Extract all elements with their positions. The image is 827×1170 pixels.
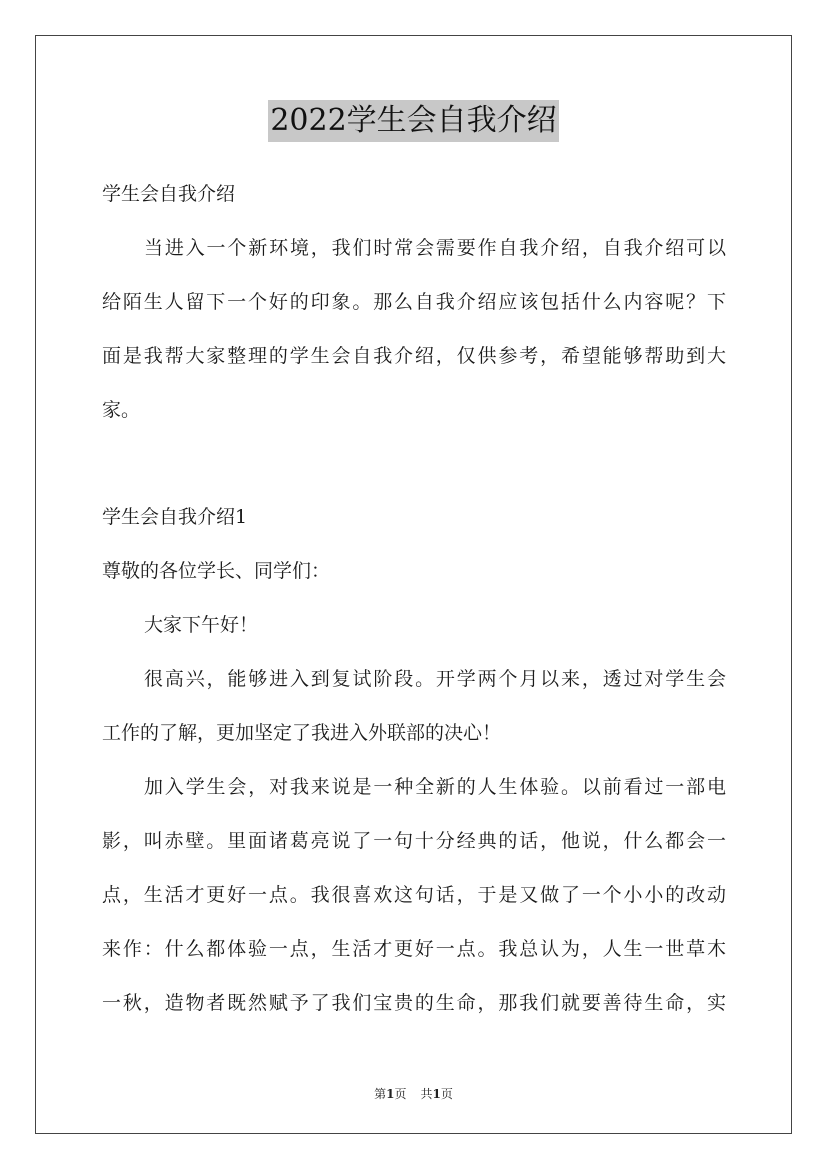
paragraph-line: 家。	[102, 399, 141, 421]
paragraph-line: 很高兴，能够进入到复试阶段。开学两个月以来，透过对学生会	[144, 668, 726, 690]
page-prefix: 第	[374, 1087, 387, 1101]
page-suffix: 页	[394, 1087, 407, 1101]
page-number: 1	[386, 1087, 395, 1101]
paragraph-line: 当进入一个新环境，我们时常会需要作自我介绍，自我介绍可以	[144, 237, 726, 259]
total-suffix: 页	[440, 1087, 453, 1101]
paragraph-line: 来作：什么都体验一点，生活才更好一点。我总认为，人生一世草木	[102, 938, 726, 960]
total-prefix: 共	[420, 1087, 433, 1101]
paragraph-line: 加入学生会，对我来说是一种全新的人生体验。以前看过一部电	[144, 776, 726, 798]
paragraph-line: 给陌生人留下一个好的印象。那么自我介绍应该包括什么内容呢？下	[102, 291, 726, 313]
blank-line	[102, 437, 726, 490]
title-wrap	[0, 100, 827, 142]
total-pages: 1	[432, 1087, 441, 1101]
page-footer	[0, 1085, 827, 1102]
paragraph-line: 面是我帮大家整理的学生会自我介绍，仅供参考，希望能够帮助到大	[102, 345, 726, 367]
salutation: 尊敬的各位学长、同学们：	[102, 560, 331, 582]
document-body	[102, 167, 726, 1030]
paragraph-line: 点，生活才更好一点。我很喜欢这句话，于是又做了一个小小的改动	[102, 884, 726, 906]
document-title: 2022学生会自我介绍	[268, 100, 558, 142]
section-heading: 学生会自我介绍1	[102, 506, 248, 528]
paragraph-line: 一秋，造物者既然赋予了我们宝贵的生命，那我们就要善待生命，实	[102, 992, 726, 1014]
section-heading: 学生会自我介绍	[102, 183, 236, 205]
paragraph-line: 影，叫赤壁。里面诸葛亮说了一句十分经典的话，他说，什么都会一	[102, 830, 726, 852]
greeting: 大家下午好！	[144, 614, 259, 636]
paragraph-line: 工作的了解，更加坚定了我进入外联部的决心！	[102, 722, 502, 744]
